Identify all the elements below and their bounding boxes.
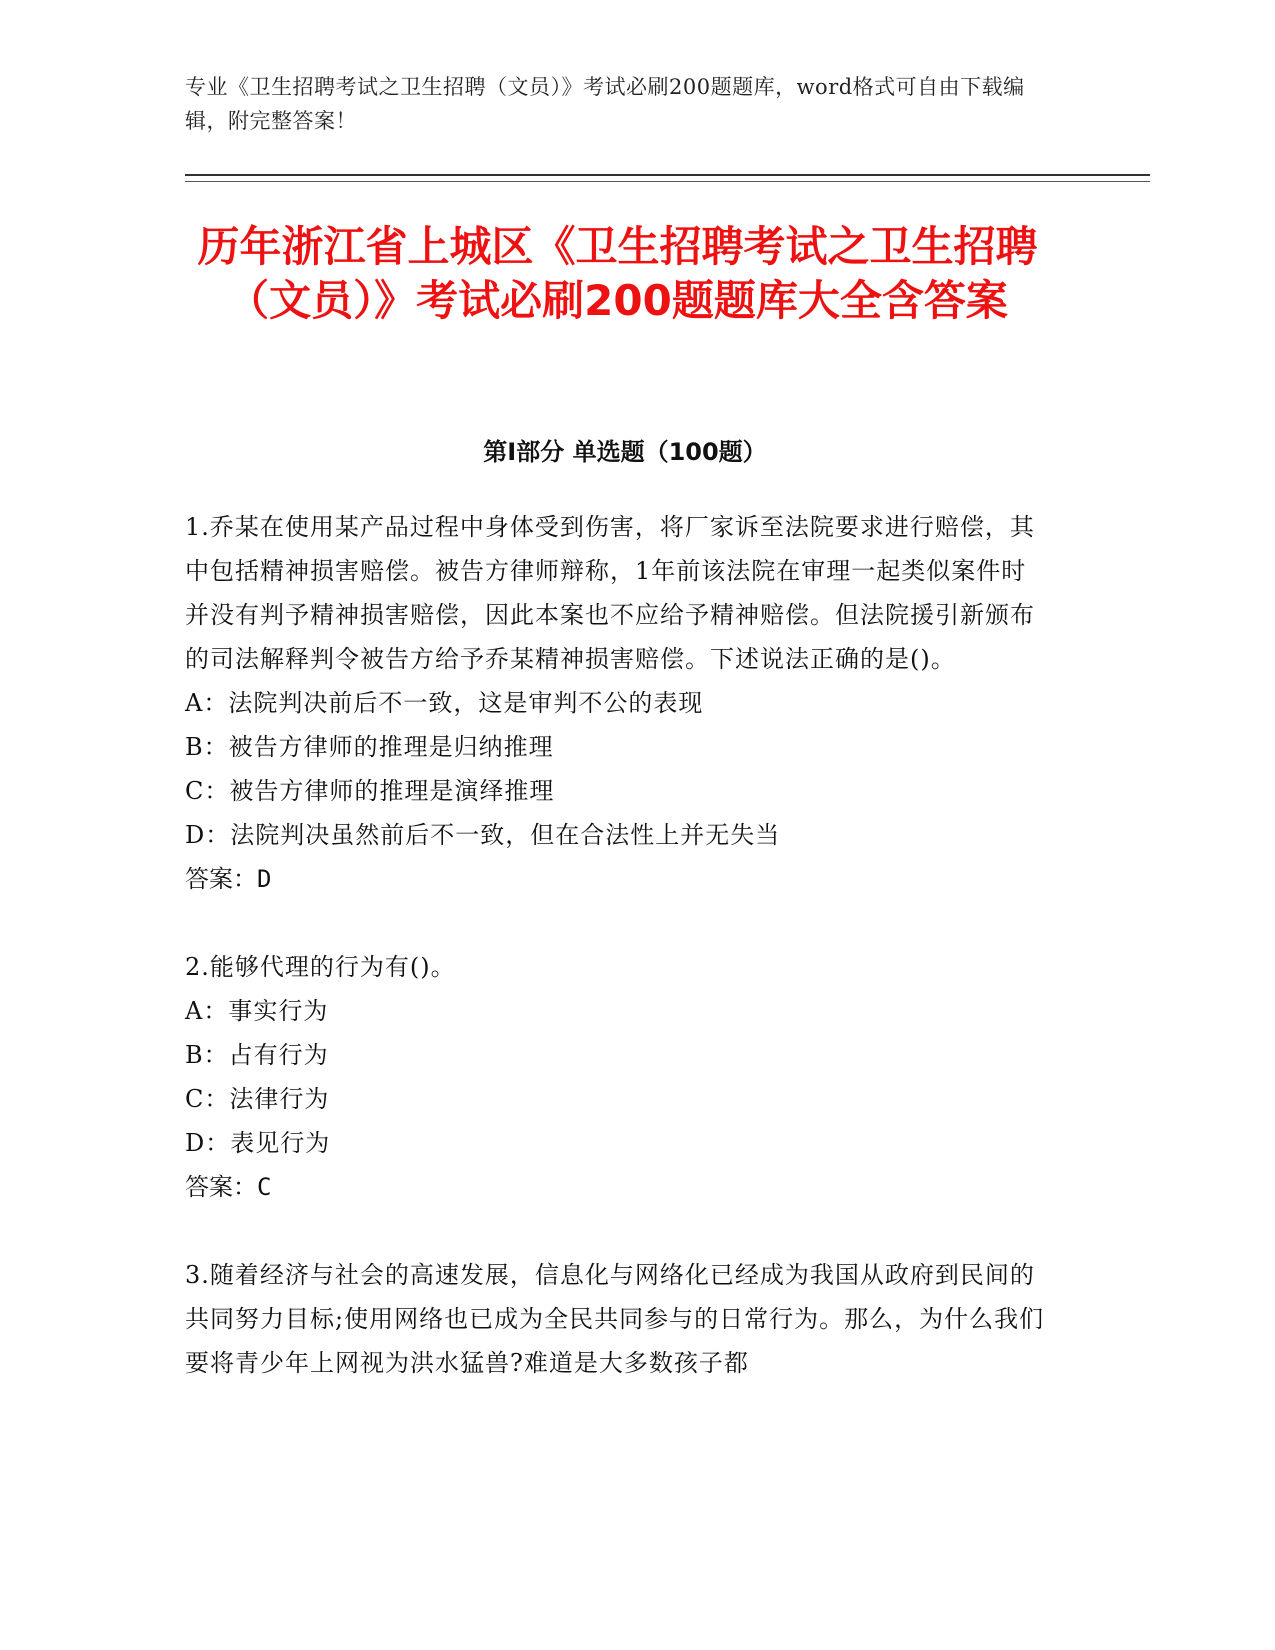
option-c: C：法律行为 [185,1085,330,1113]
question-text: 3.随着经济与社会的高速发展，信息化与网络化已经成为我国从政府到民间的共同努力目标;使用网络也已成为全民共同参与的日常行为。那么，为什么我们要将青少年上网视为洪水猛兽?难道是大多数孩子都 [185,1261,1045,1377]
option-d: D：表见行为 [185,1129,331,1157]
question-3 [185,1253,1045,1385]
document-title: 历年浙江省上城区《卫生招聘考试之卫生招聘（文员）》考试必刷200题题库大全含答案 [197,222,1038,325]
option-c: C：被告方律师的推理是演绎推理 [185,777,555,805]
question-list [185,505,1045,1429]
answer-line: 答案：D [185,865,272,893]
answer-line: 答案：C [185,1173,272,1201]
header-divider-thick [185,174,1150,176]
question-text: 2.能够代理的行为有()。 [185,953,456,981]
question-1 [185,505,1045,901]
option-b: B：占有行为 [185,1041,329,1069]
option-a: A：事实行为 [185,997,329,1025]
question-text: 1.乔某在使用某产品过程中身体受到伤害，将厂家诉至法院要求进行赔偿，其中包括精神损害赔偿。被告方律师辩称，1年前该法院在审理一起类似案件时并没有判予精神损害赔偿，因此本案也不应给予精神赔偿。但法院援引新颁布的司法解释判令被告方给予乔某精神损害赔偿。下述说法正确的是()。 [185,513,1035,673]
section-heading: 第I部分 单选题（100题） [483,438,767,466]
option-a: A：法院判决前后不一致，这是审判不公的表现 [185,689,704,717]
header-divider-thin [185,181,1150,182]
option-d: D：法院判决虽然前后不一致，但在合法性上并无失当 [185,821,781,849]
header-note: 专业《卫生招聘考试之卫生招聘（文员）》考试必刷200题题库，word格式可自由下载编辑，附完整答案！ [185,75,1025,133]
question-2 [185,945,1045,1209]
option-b: B：被告方律师的推理是归纳推理 [185,733,554,761]
